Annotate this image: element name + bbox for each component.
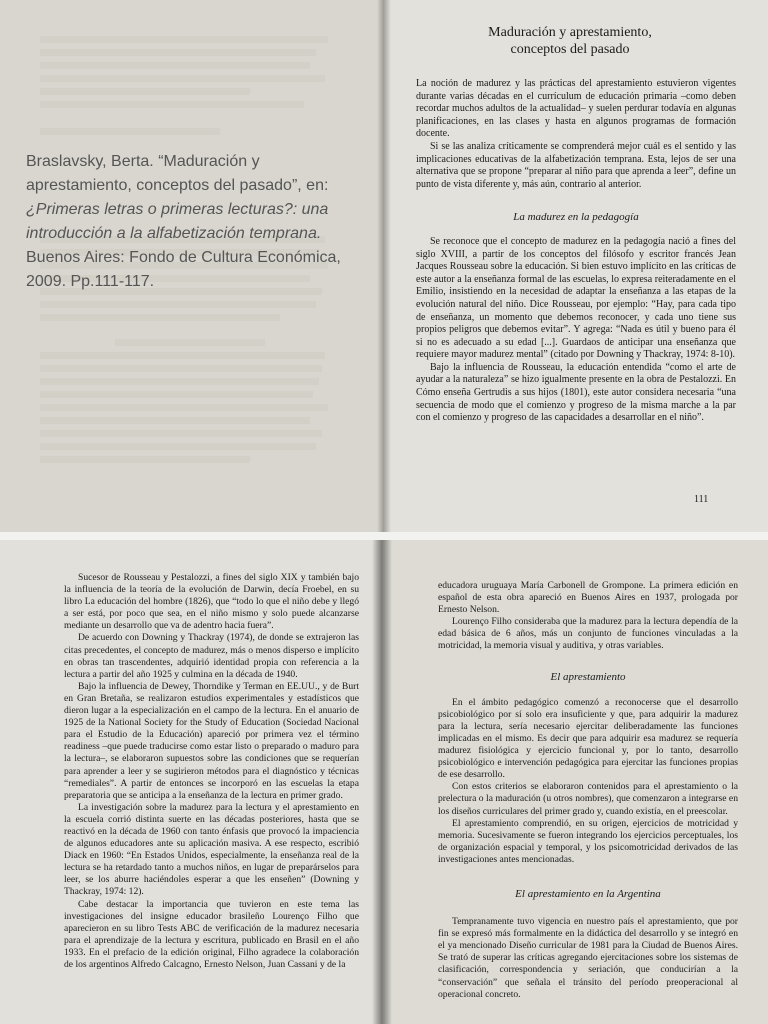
paragraph: Bajo la influencia de Rousseau, la educación entendida “como el arte de ayudar a la naturaleza” se hizo igualmente presente en la obra de Pestalozzi. En Cómo enseña Gertrudis a sus hijos (1801), este autor considera necesaria “una secuencia de modo que el comienzo y progreso de la misma marche a la par con el comienzo y progreso de las capacidades a desarrollar en el niño”.	[416, 361, 736, 424]
paragraph: Con estos criterios se elaboraron contenidos para el aprestamiento o la prelectura o la maduración (u otros nombres), que comenzaron a integrarse en los diseños curriculares del primer grado y, cuando existía, en el preescolar.	[438, 781, 738, 817]
page-number: 111	[694, 494, 709, 505]
book-gutter-shadow	[377, 0, 391, 532]
paragraph: Se reconoce que el concepto de madurez en la pedagogía nació a fines del siglo XVIII, a partir de los conceptos del filósofo y escritor francés Jean Jacques Rousseau sobre la educación. Si bien estuvo implícito en las críticas de este autor a la enseñanza formal de las escuelas, lo expresa reiteradamente en el Emilio, insistiendo en la necesidad de adaptar la enseñanza a las etapas de la evolución natural del niño. Dice Rousseau, por ejemplo: “Hay, para cada tipo de enseñanza, un momento que debemos reconocer, y cada uno tiene sus propios peligros que debemos evitar”. Y agrega: “Nada es útil y bueno para él si no es adecuado a su edad [...]. Guardaos de anticipar una enseñanza que requiere mayor madurez mental” (citado por Downing y Thackray, 1974: 8-10).	[416, 235, 736, 361]
paragraph: El aprestamiento comprendió, en su origen, ejercicios de motricidad y memoria. Sucesivamente se fueron integrando los ejercicios perceptuales, los de organización espacial y temporal, y los psicomotricidad derivados de las investigaciones antes mencionadas.	[438, 817, 738, 865]
paragraph: Sucesor de Rousseau y Pestalozzi, a fines del siglo XIX y también bajo la influencia de la teoría de la evolución de Darwin, decía Froebel, en su libro La educación del hombre (1826), que “todo lo que el niño debe y llegó a ser está, por poco que sea, en el niño mismo y solo puede alcanzarse mediante un desarrollo que va de adentro hacia fuera”.	[64, 572, 359, 632]
paragraph: De acuerdo con Downing y Thackray (1974), de donde se extrajeron las citas precedentes, el concepto de madurez, más o menos disperso e implícito en obras tan trascendentes, adquirió identidad propia con referencia a la lectura a partir del año 1925 y culmina en la década de 1940.	[64, 632, 359, 680]
bleed-through-text	[40, 30, 340, 141]
book-gutter-shadow	[372, 540, 392, 1024]
citation-article: “Maduración y aprestamiento, conceptos del pasado”, en:	[26, 153, 329, 194]
bottom-left-body	[64, 572, 359, 971]
paragraph: En el ámbito pedagógico comenzó a reconocerse que el desarrollo psicobiológico por sí solo era insuficiente y que, para adquirir la madurez para la lectura, sería necesario ejercitar deliberadamente las funciones implicadas en el mismo. Es decir que para adquirir esa madurez se requería madurez fisiológica y ejercicio funcional y, por lo tanto, desarrollo psicobiológico e intervención pedagógica para ejercitar las funciones propias de ese desarrollo.	[438, 696, 738, 781]
paragraph: Bajo la influencia de Dewey, Thorndike y Terman en EE.UU., y de Burt en Gran Bretaña, se realizaron estudios experimentales y estadísticos que dieron lugar a la especialización en el campo de la lectura. En el anuario de 1925 de la National Society for the Study of Education (Sociedad Nacional para el Estudio de la Educación) apareció por primera vez el término readiness –que puede traducirse como estar listo o preparado o maduro para la lectura–, se elaboraron supuestos sobre las condiciones que se requerían para aprender a leer y se sugirieron métodos para el diagnóstico y técnicas “remediales”. A partir de entonces se incorporó en las escuelas la etapa preparatoria que se anticipa a la enseñanza de la lectura en primer grado.	[64, 680, 359, 801]
bottom-right-body	[438, 580, 738, 1001]
page-top-right	[384, 0, 768, 532]
section-heading: El aprestamiento	[550, 670, 626, 683]
page-bottom-left	[0, 540, 384, 1024]
paragraph: La noción de madurez y las prácticas del aprestamiento estuvieron vigentes durante varias décadas en el currículum de educación primaria –como deben recordar muchos adultos de la actualidad– y suelen perdurar todavía en algunas planificaciones, en las clases y hasta en algunos programas de formación docente.	[416, 78, 736, 140]
paragraph: Cabe destacar la importancia que tuvieron en este tema las investigaciones del insigne educador brasileño Lourenço Filho que aparecieron en su libro Tests ABC de verificación de la madurez necesaria para el aprendizaje de la lectura y escritura, publicado en Brasil en el año 1933. En el prefacio de la edición original, Filho agradece la colaboración de los argentinos Alfredo Calcagno, Ernesto Nelson, Juan Cassani y de la	[64, 898, 359, 970]
citation-author: Braslavsky, Berta.	[26, 153, 154, 170]
page-top-left	[0, 0, 384, 532]
paragraph: La investigación sobre la madurez para la lectura y el aprestamiento en la escuela corrió distinta suerte en las décadas posteriores, hasta que se reactivó en la década de 1960 con tanto énfasis que provocó la impaciencia de algunos educadores ante su aplicación masiva. A ese respecto, escribió Diack en 1960: “En Estados Unidos, especialmente, la enseñanza real de la lectura se ha retardado tanto a muchos niños, en lugar de preparárselos para leer, se los aburre haciéndoles esperar a que les enseñen” (Downing y Thackray, 1974: 12).	[64, 801, 359, 898]
chapter-title	[440, 24, 700, 58]
page-bottom-right	[384, 540, 768, 1024]
citation-publisher: Buenos Aires: Fondo de Cultura Económica, 2009. Pp.111-117.	[26, 249, 341, 290]
citation-block	[26, 150, 356, 294]
section-heading: El aprestamiento en la Argentina	[515, 887, 661, 900]
citation-book: ¿Primeras letras o primeras lecturas?: una introducción a la alfabetización temprana.	[26, 201, 329, 242]
paragraph: educadora uruguaya María Carbonell de Grompone. La primera edición en español de esta obra apareció en Buenos Aires en 1937, prologada por Ernesto Nelson.	[438, 580, 738, 616]
section-heading: La madurez en la pedagogía	[513, 211, 639, 224]
top-right-body	[416, 78, 736, 425]
paragraph: Lourenço Filho consideraba que la madurez para la lectura dependía de la edad básica de 6 años, más un conjunto de funciones vinculadas a la motricidad, la memoria visual y auditiva, y otras variables.	[438, 616, 738, 652]
chapter-title-line-1: Maduración y aprestamiento,	[488, 25, 652, 40]
paragraph: Tempranamente tuvo vigencia en nuestro país el aprestamiento, que por fin se expresó más formalmente en la didáctica del desarrollo y se integró en el ya mencionado Diseño curricular de 1981 para la Ciudad de Buenos Aires. Se trató de superar las críticas agregando ejercitaciones sobre los sistemas de clasificación, correspondencia y seriación, que conducirían a la “conservación” que señala el tránsito del período preoperacional al operacional concreto.	[438, 916, 738, 1000]
chapter-title-line-2: conceptos del pasado	[510, 42, 630, 57]
scan-seam	[0, 532, 768, 540]
paragraph: Si se las analiza críticamente se comprenderá mejor cuál es el sentido y las implicaciones educativas de la alfabetización temprana. Esta, lejos de ser una alternativa que se propone “preparar al niño para que aprenda a leer”, define un punto de vista diferente y, más aún, contrario al anterior.	[416, 140, 736, 190]
